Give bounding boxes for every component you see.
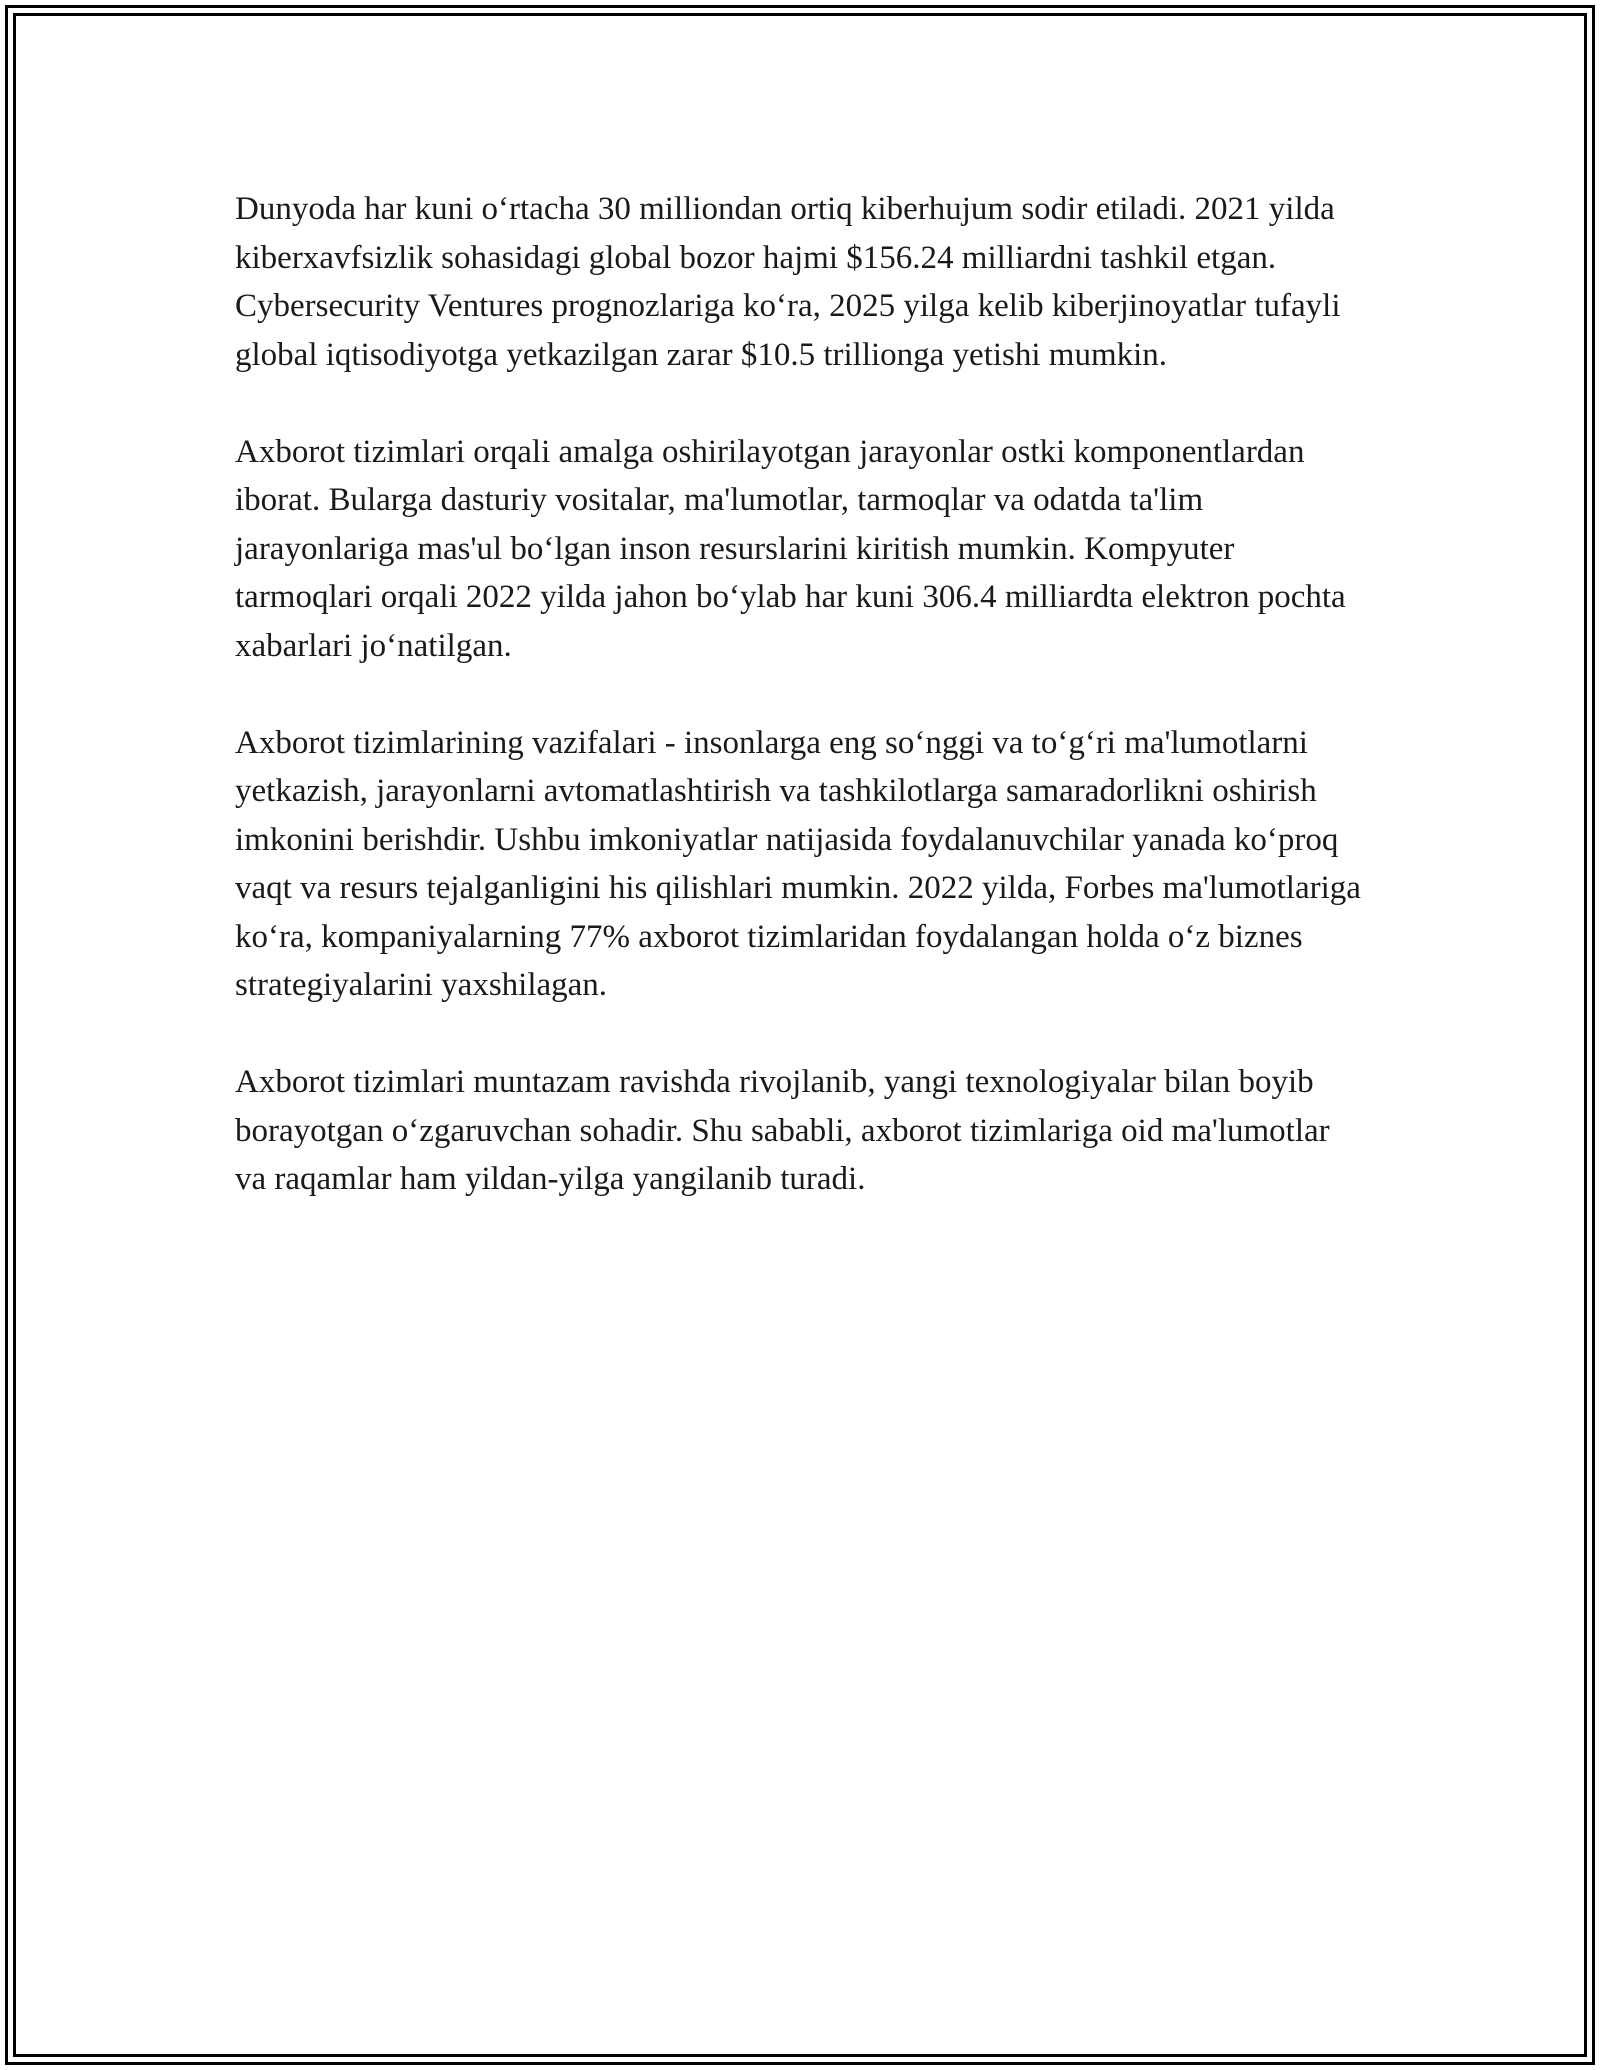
paragraph-cybercrime-stats: Dunyoda har kuni o‘rtacha 30 milliondan ortiq kiberhujum sodir etiladi. 2021 yilda kiberxavfsizlik sohasidagi global bozor hajmi $156.24 milliardni tashkil etgan. Cybersecurity Ventures prognozlariga ko‘ra, 2025 yilga kelib kiberjinoyatlar tufayli global iqtisodiyotga yetkazilgan zarar $10.5 trillionga yetishi mumkin. xyxy=(235,191,1341,373)
paragraph-information-system-evolution: Axborot tizimlari muntazam ravishda rivojlanib, yangi texnologiyalar bilan boyib borayotgan o‘zgaruvchan sohadir. Shu sababli, axborot tizimlariga oid ma'lumotlar va raqamlar ham yildan-yilga yangilanib turadi. xyxy=(235,1064,1330,1197)
paragraph-information-system-components: Axborot tizimlari orqali amalga oshirilayotgan jarayonlar ostki komponentlardan iborat. Bularga dasturiy vositalar, ma'lumotlar, tarmoqlar va odatda ta'lim jarayonlariga mas'ul bo‘lgan inson resurslarini kiritish mumkin. Kompyuter tarmoqlari orqali 2022 yilda jahon bo‘ylab har kuni 306.4 milliardta elektron pochta xabarlari jo‘natilgan. xyxy=(235,433,1346,664)
paragraph-information-system-functions: Axborot tizimlarining vazifalari - insonlarga eng so‘nggi va to‘g‘ri ma'lumotlarni yetkazish, jarayonlarni avtomatlashtirish va tashkilotlarga samaradorlikni oshirish imkonini berishdir. Ushbu imkoniyatlar natijasida foydalanuvchilar yanada ko‘proq vaqt va resurs tejalganligini his qilishlari mumkin. 2022 yilda, Forbes ma'lumotlariga ko‘ra, kompaniyalarning 77% axborot tizimlaridan foydalangan holda o‘z biznes strategiyalarini yaxshilagan. xyxy=(235,724,1361,1003)
document-body xyxy=(235,185,1365,1204)
